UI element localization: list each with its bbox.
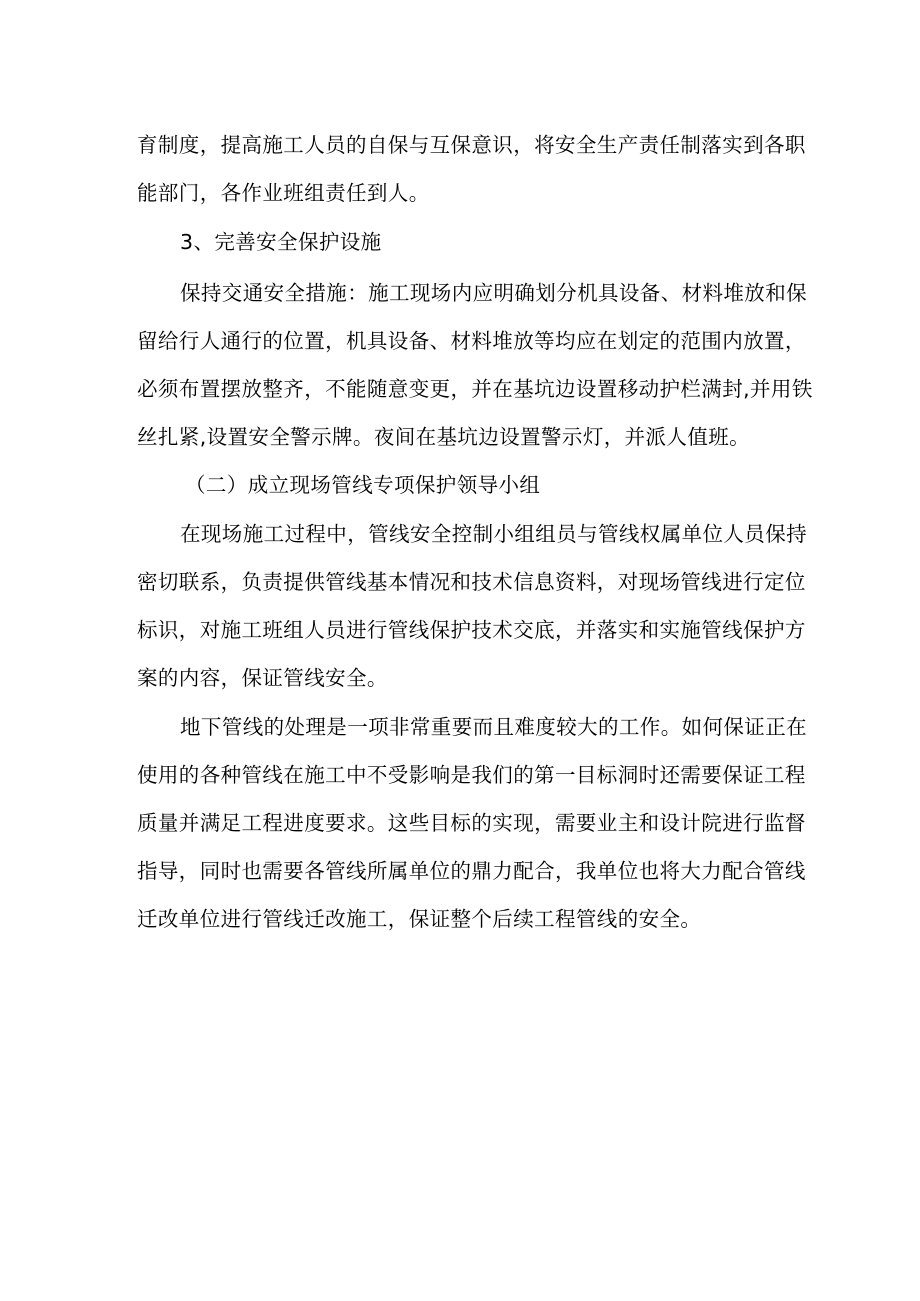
text-line: 密切联系，负责提供管线基本情况和技术信息资料，对现场管线进行定位	[137, 570, 806, 594]
text-line: 指导，同时也需要各管线所属单位的鼎力配合，我单位也将大力配合管线	[137, 859, 806, 883]
text-line: 丝扎紧,设置安全警示牌。夜间在基坑边设置警示灯，并派人值班。	[137, 425, 751, 449]
text-line: 案的内容，保证管线安全。	[137, 666, 388, 690]
text-line: 保持交通安全措施：施工现场内应明确划分机具设备、材料堆放和保	[180, 281, 807, 305]
text-line: 留给行人通行的位置，机具设备、材料堆放等均应在划定的范围内放置，	[137, 329, 806, 353]
text-line: 迁改单位进行管线迁改施工，保证整个后续工程管线的安全。	[137, 907, 702, 931]
text-line: 能部门，各作业班组责任到人。	[137, 181, 430, 205]
text-line: 标识，对施工班组人员进行管线保护技术交底，并落实和实施管线保护方	[137, 618, 806, 642]
text-line: 育制度，提高施工人员的自保与互保意识，将安全生产责任制落实到各职	[137, 133, 806, 157]
text-line: 在现场施工过程中，管线安全控制小组组员与管线权属单位人员保持	[180, 522, 807, 546]
section-heading: 3、完善安全保护设施	[180, 230, 382, 254]
text-line: 地下管线的处理是一项非常重要而且难度较大的工作。如何保证正在	[180, 715, 807, 739]
text-line: 质量并满足工程进度要求。这些目标的实现，需要业主和设计院进行监督	[137, 811, 806, 835]
text-line: 必须布置摆放整齐，不能随意变更，并在基坑边设置移动护栏满封,并用铁	[137, 377, 813, 401]
section-heading: （二）成立现场管线专项保护领导小组	[185, 473, 541, 497]
text-line: 使用的各种管线在施工中不受影响是我们的第一目标洞时还需要保证工程	[137, 763, 806, 787]
